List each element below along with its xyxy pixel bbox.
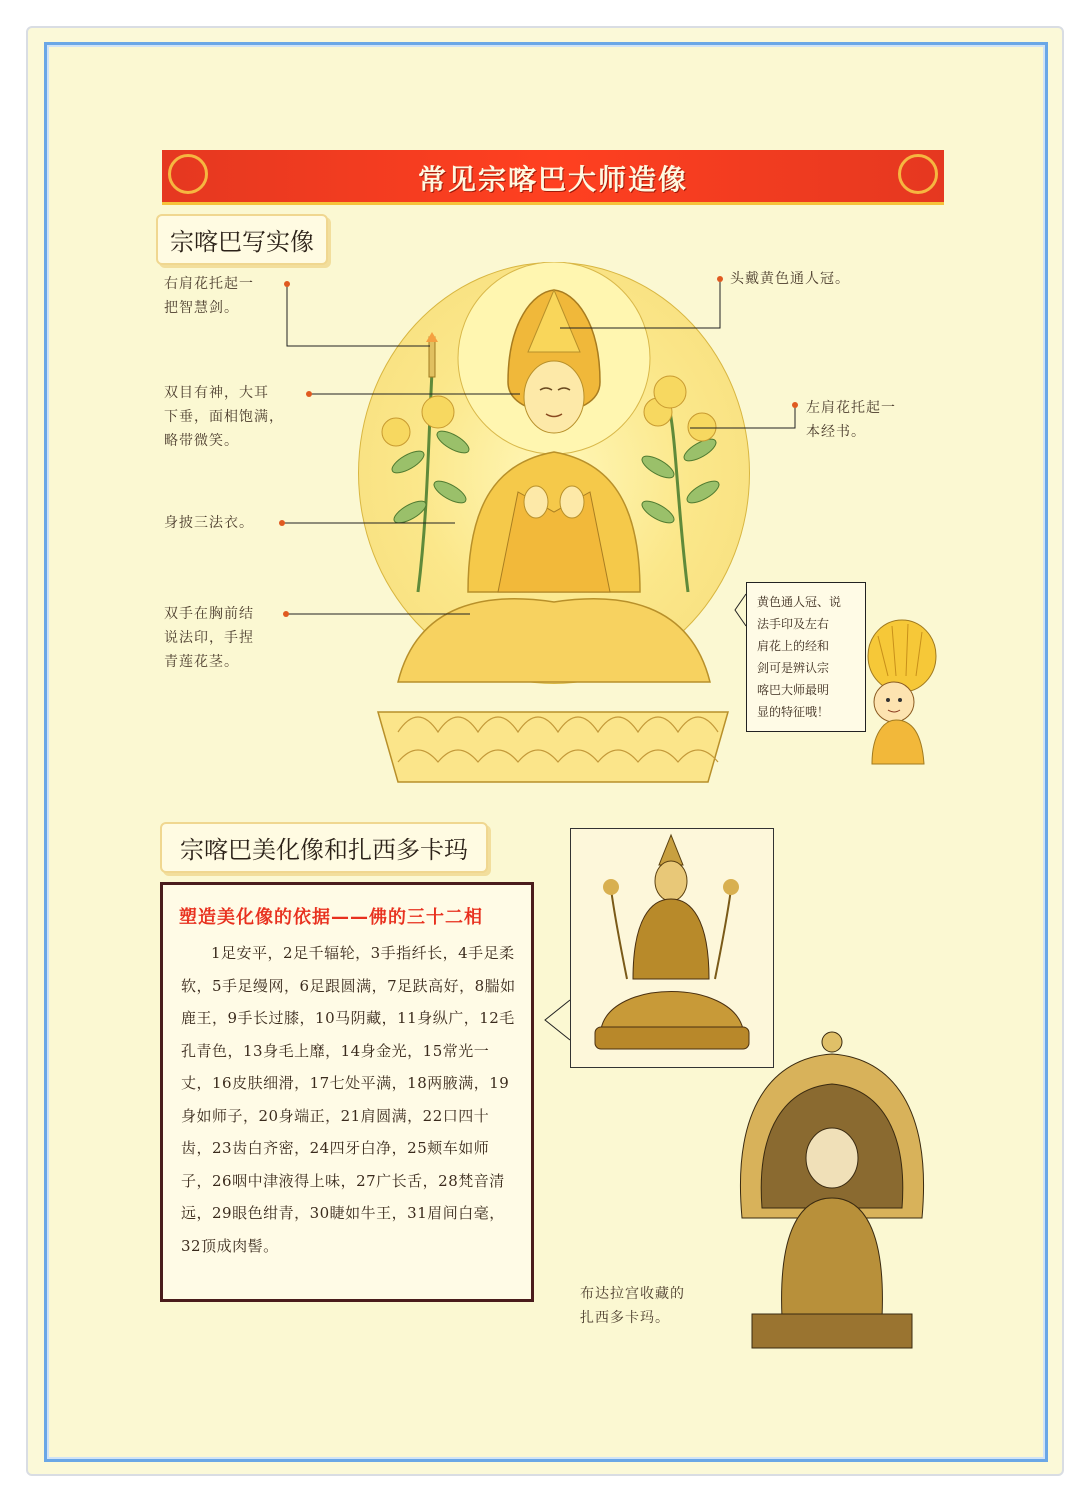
box-heading: 塑造美化像的依据——佛的三十二相 bbox=[179, 907, 483, 928]
note-eyes bbox=[164, 381, 284, 453]
note-line: 青莲花茎。 bbox=[164, 654, 239, 670]
note-hands bbox=[164, 602, 254, 674]
speech-line: 法手印及左右 bbox=[757, 617, 830, 631]
note-line: 把智慧剑。 bbox=[164, 300, 239, 316]
throne-statue-photo bbox=[722, 1028, 942, 1358]
speech-line: 显的特征哦！ bbox=[757, 705, 830, 719]
callout-dot bbox=[306, 391, 312, 397]
note-hat bbox=[730, 267, 850, 291]
note-line: 左肩花托起一 bbox=[806, 400, 896, 416]
note-line: 身披三法衣。 bbox=[164, 515, 254, 531]
note-line: 说法印，手捏 bbox=[164, 630, 254, 646]
note-line: 下垂，面相饱满， bbox=[164, 409, 284, 425]
speech-line: 黄色通人冠、说 bbox=[757, 595, 842, 609]
note-book bbox=[806, 396, 896, 444]
box-body: 1足安平，2足千辐轮，3手指纤长，4手足柔软，5手足缦网，6足跟圆满，7足趺高好，8腨如鹿王，9手长过膝，10马阴藏，11身纵广，12毛孔青色，13身毛上靡，14身金光，15常光一丈，16皮肤细滑，17七处平满，18两腋满，19身如师子，20身端正，21肩圆满，22口四十齿，23齿白齐密，24四牙白净，25颊车如师子，26咽中津液得上味，27广长舌，28梵音清远，29眼色绀青，30睫如牛王，31眉间白毫，32顶成肉髻。 bbox=[181, 944, 516, 1255]
speech-bubble bbox=[746, 582, 866, 732]
speech-line: 喀巴大师最明 bbox=[757, 683, 830, 697]
section-title-beautified: 宗喀巴美化像和扎西多卡玛 bbox=[160, 822, 488, 873]
note-line: 右肩花托起一 bbox=[164, 276, 254, 292]
note-line: 本经书。 bbox=[806, 424, 866, 440]
note-line: 双手在胸前结 bbox=[164, 606, 254, 622]
callout-dot bbox=[284, 281, 290, 287]
note-line: 双目有神，大耳 bbox=[164, 385, 269, 401]
callout-dot bbox=[792, 402, 798, 408]
speech-text bbox=[757, 591, 861, 723]
monk-cartoon-icon bbox=[858, 616, 938, 766]
callout-dot bbox=[717, 276, 723, 282]
note-robe bbox=[164, 511, 254, 535]
callout-dot bbox=[283, 611, 289, 617]
note-line: 略带微笑。 bbox=[164, 433, 239, 449]
speech-line: 肩花上的经和 bbox=[757, 639, 830, 653]
note-sword bbox=[164, 272, 254, 320]
thirty-two-marks-box bbox=[160, 882, 534, 1302]
section-title-realistic: 宗喀巴写实像 bbox=[156, 214, 328, 265]
photo-caption bbox=[580, 1282, 685, 1330]
speech-line: 剑可是辨认宗 bbox=[757, 661, 830, 675]
page-title: 常见宗喀巴大师造像 bbox=[417, 163, 688, 196]
caption-line: 扎西多卡玛。 bbox=[580, 1310, 670, 1326]
caption-line: 布达拉宫收藏的 bbox=[580, 1286, 685, 1302]
note-line: 头戴黄色通人冠。 bbox=[730, 271, 850, 287]
callout-dot bbox=[279, 520, 285, 526]
